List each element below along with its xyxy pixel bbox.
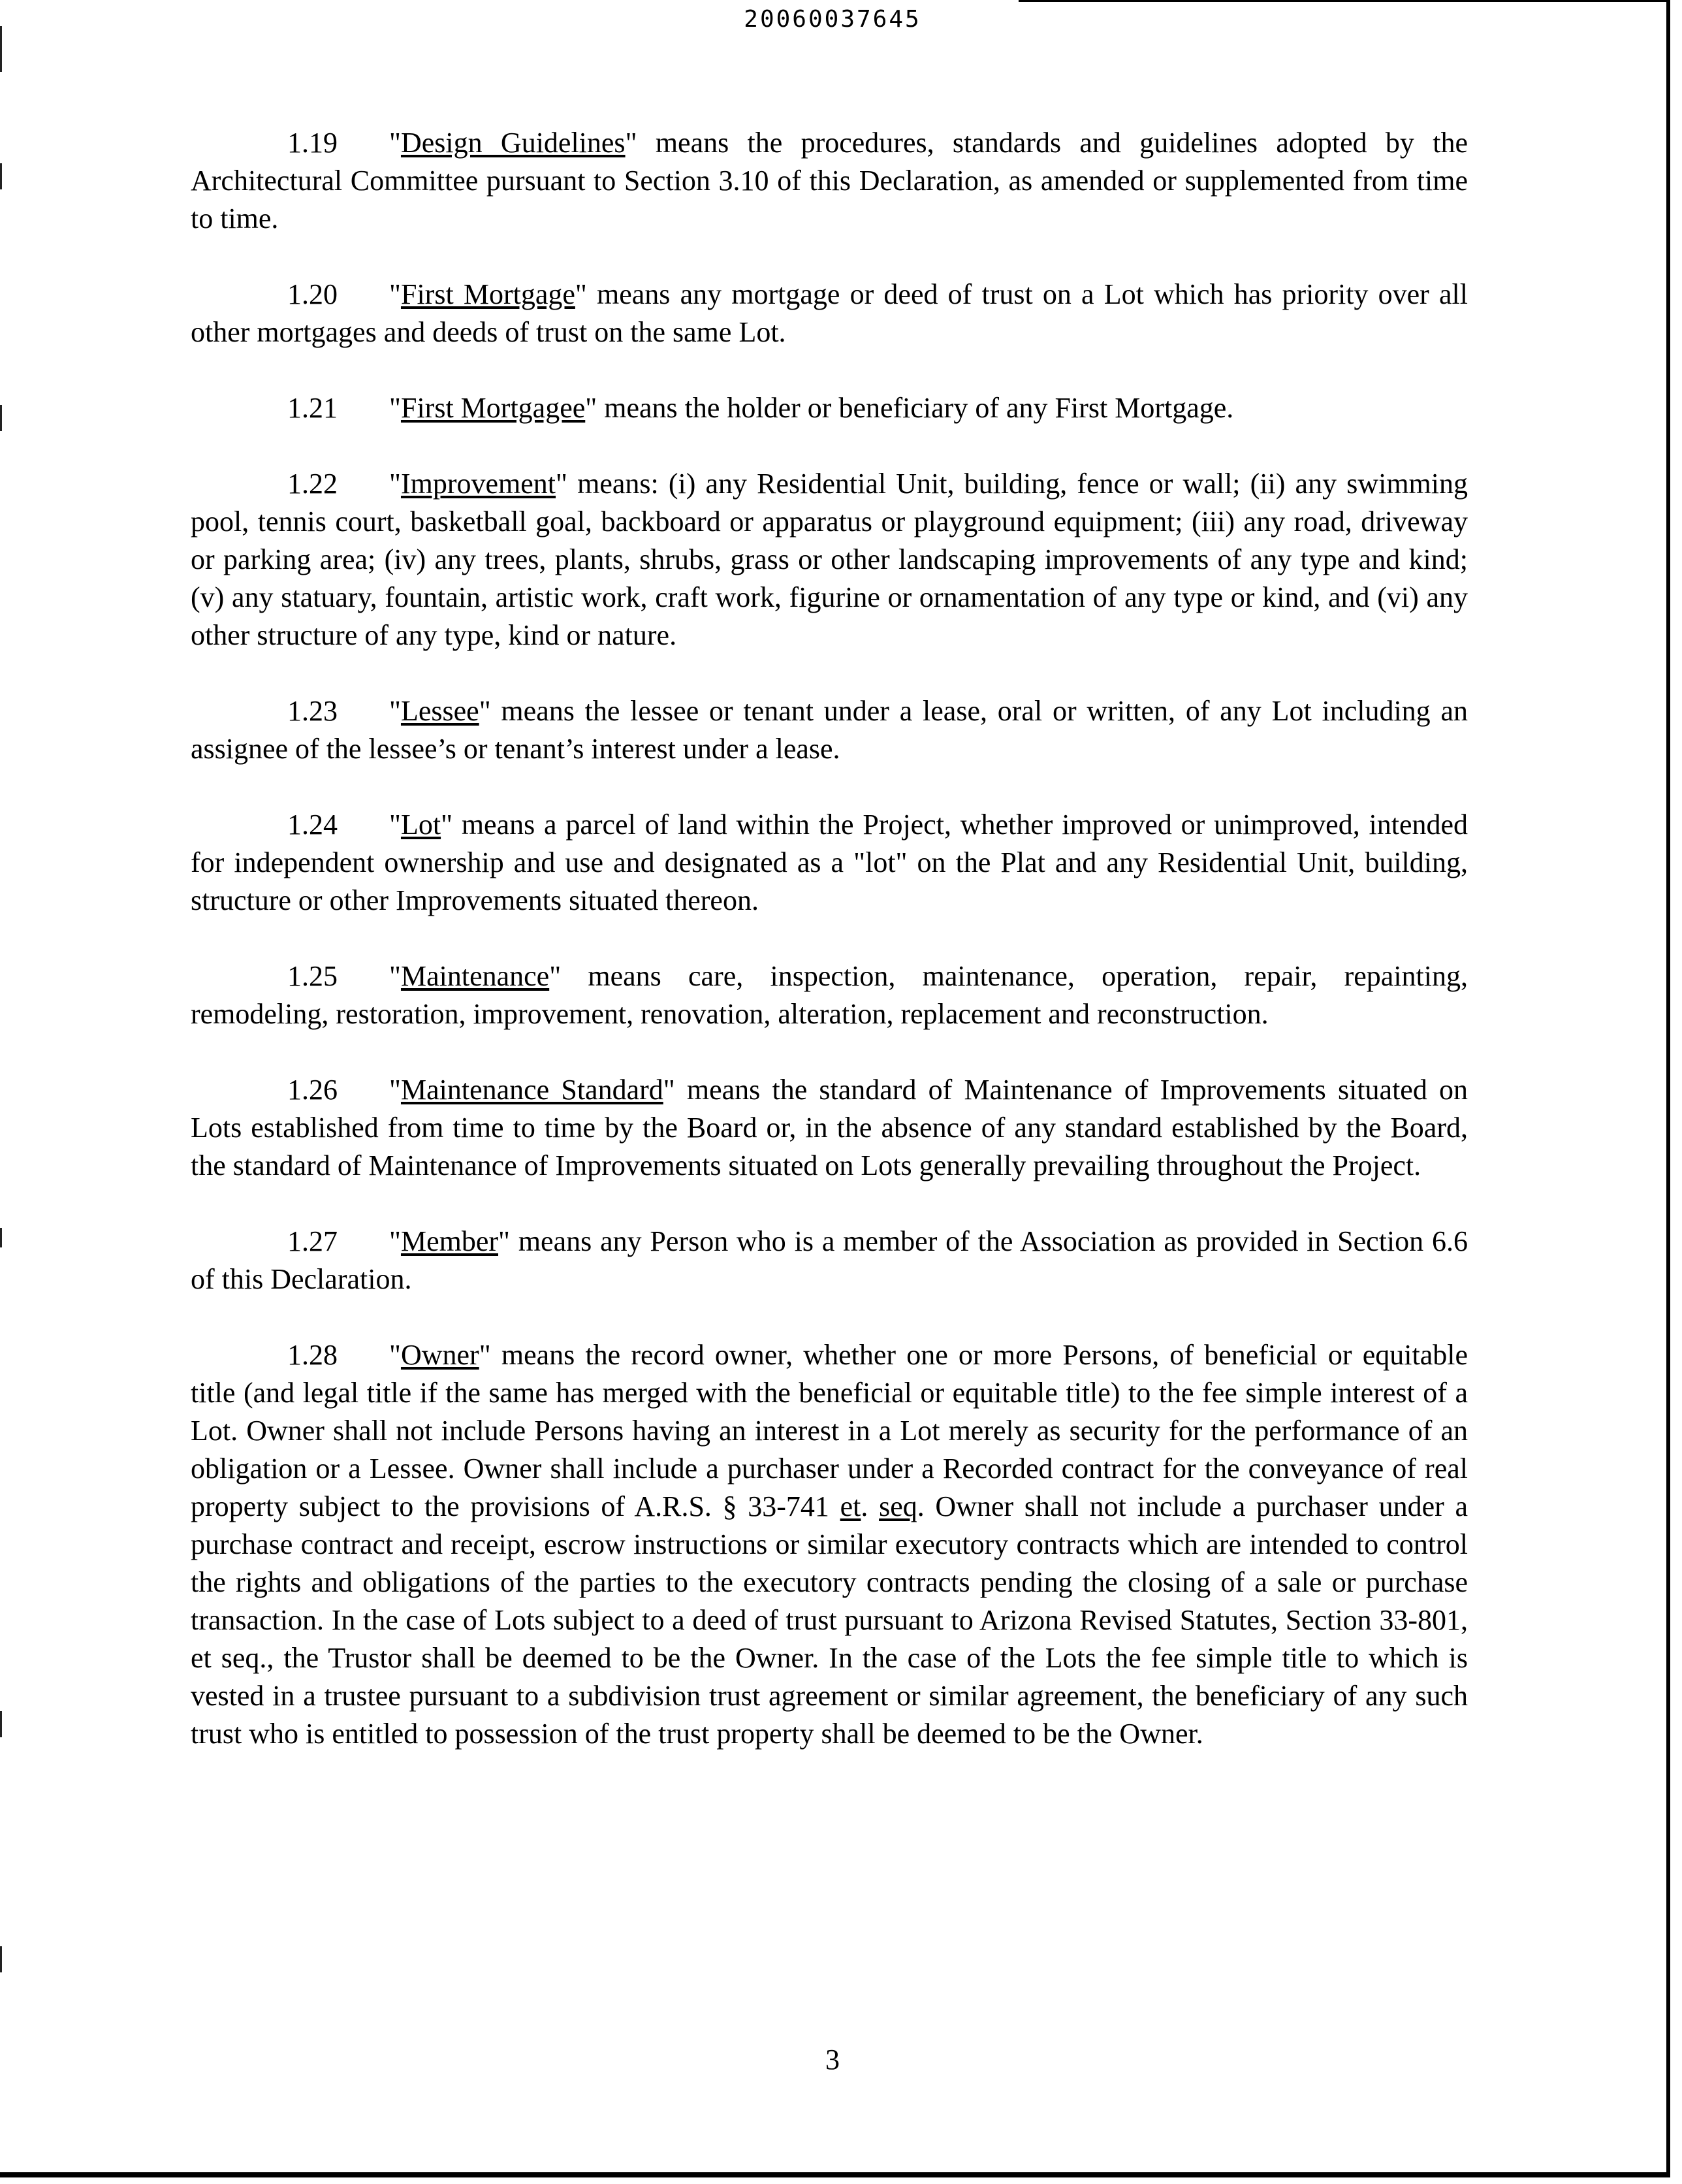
definition-text: " means a parcel of land within the Project, whether improved or unimproved, intended for independent ownership and use and designated as a "lot" on the Plat and any Residential Unit, building, structure or other Improvements situated thereon. — [191, 809, 1468, 916]
definition-paragraph: 1.20 "First Mortgage" means any mortgage or deed of trust on a Lot which has priority over all other mortgages and deeds of trust on the same Lot. — [191, 276, 1468, 351]
defined-term: Maintenance — [400, 960, 550, 992]
definition-paragraph: 1.19 "Design Guidelines" means the procedures, standards and guidelines adopted by the Architectural Committee pursuant to Section 3.10 of this Declaration, as amended or supplemented from time to time. — [191, 124, 1468, 238]
definition-text: " means the procedures, standards and guidelines adopted by the Architectural Committee pursuant to Section 3.10 of this Declaration, as amended or supplemented from time to time. — [191, 127, 1468, 234]
scan-left-mark — [0, 1228, 2, 1247]
defined-term: Improvement — [400, 468, 556, 500]
definition-paragraph: 1.23 "Lessee" means the lessee or tenant under a lease, oral or written, of any Lot including an assignee of the lessee’s or tenant’s interest under a lease. — [191, 692, 1468, 768]
defined-term: Lot — [400, 809, 441, 841]
definition-paragraph-owner: 1.28 "Owner" means the record owner, whether one or more Persons, of beneficial or equitable title (and legal title if the same has merged with the beneficial or equitable title) to the fee simple interest of a Lot. Owner shall not include Persons having an interest in a Lot merely as security for the performance of an obligation or a Lessee. Owner shall include a purchaser under a Recorded contract for the conveyance of real property subject to the provisions of A.R.S. § 33-741 et. seq. Owner shall not include a purchaser under a purchase contract and receipt, escrow instructions or similar executory contracts which are intended to control the rights and obligations of the parties to the executory contracts pending the closing of a sale or purchase transaction. In the case of Lots subject to a deed of trust pursuant to Arizona Revised Statutes, Section 33-801, et seq., the Trustor shall be deemed to be the Owner. In the case of the Lots the fee simple title to which is vested in a trustee pursuant to a subdivision trust agreement or similar agreement, the beneficiary of any such trust who is entitled to possession of the trust property shall be deemed to be the Owner. — [191, 1336, 1468, 1753]
section-number: 1.28 — [287, 1339, 338, 1371]
defined-term: First Mortgage — [400, 278, 575, 310]
defined-term: Lessee — [400, 695, 479, 727]
scan-left-mark — [0, 1946, 2, 1972]
et-abbreviation: et — [840, 1490, 861, 1522]
definition-text: " means any Person who is a member of the Association as provided in Section 6.6 of this Declaration. — [191, 1225, 1468, 1295]
definition-text: " means the standard of Maintenance of Improvements situated on Lots established from time to time by the Board or, in the absence of any standard established by the Board, the standard of Maintenance of Improvements situated on Lots generally prevailing throughout the Project. — [191, 1074, 1468, 1181]
section-number: 1.23 — [287, 695, 338, 727]
section-number: 1.20 — [287, 278, 338, 310]
definition-paragraph: 1.26 "Maintenance Standard" means the standard of Maintenance of Improvements situated on Lots established from time to time by the Board or, in the absence of any standard established by the Board, the standard of Maintenance of Improvements situated on Lots generally prevailing throughout the Project. — [191, 1071, 1468, 1185]
definition-text: " means care, inspection, maintenance, operation, repair, repainting, remodeling, restoration, improvement, renovation, alteration, replacement and reconstruction. — [191, 960, 1468, 1030]
page-number: 3 — [825, 2044, 840, 2076]
defined-term: Member — [400, 1225, 499, 1257]
scan-left-mark — [0, 1711, 2, 1737]
defined-term: Maintenance Standard — [400, 1074, 663, 1106]
scan-top-border — [1019, 0, 1669, 2]
section-number: 1.24 — [287, 809, 338, 841]
scan-left-mark — [0, 163, 2, 189]
section-number: 1.19 — [287, 127, 338, 159]
document-number: 20060037645 — [744, 6, 921, 33]
section-number: 1.25 — [287, 960, 338, 992]
scan-right-border — [1666, 0, 1670, 2175]
definitions-body — [191, 124, 1468, 1791]
scan-bottom-border — [0, 2172, 1670, 2177]
definition-text: " means the lessee or tenant under a lease, oral or written, of any Lot including an assignee of the lessee’s or tenant’s interest under a lease. — [191, 695, 1468, 765]
definition-paragraph: 1.22 "Improvement" means: (i) any Residential Unit, building, fence or wall; (ii) any swimming pool, tennis court, basketball goal, backboard or apparatus or playground equipment; (iii) any road, driveway or parking area; (iv) any trees, plants, shrubs, grass or other landscaping improvements of any type and kind; (v) any statuary, fountain, artistic work, craft work, figurine or ornamentation of any type or kind, and (vi) any other structure of any type, kind or nature. — [191, 465, 1468, 654]
section-number: 1.22 — [287, 468, 338, 500]
definition-paragraph: 1.24 "Lot" means a parcel of land within the Project, whether improved or unimproved, intended for independent ownership and use and designated as a "lot" on the Plat and any Residential Unit, building, structure or other Improvements situated thereon. — [191, 806, 1468, 920]
definition-text: " means the holder or beneficiary of any First Mortgage. — [585, 392, 1234, 424]
section-number: 1.26 — [287, 1074, 338, 1106]
definition-paragraph: 1.25 "Maintenance" means care, inspection, maintenance, operation, repair, repainting, remodeling, restoration, improvement, renovation, alteration, replacement and reconstruction. — [191, 957, 1468, 1033]
defined-term: First Mortgagee — [400, 392, 586, 424]
definition-text: " means: (i) any Residential Unit, building, fence or wall; (ii) any swimming pool, tennis court, basketball goal, backboard or apparatus or playground equipment; (iii) any road, driveway or parking area; (iv) any trees, plants, shrubs, grass or other landscaping improvements of any type and kind; (v) any statuary, fountain, artistic work, craft work, figurine or ornamentation of any type or kind, and (vi) any other structure of any type, kind or nature. — [191, 468, 1468, 651]
scan-left-mark — [0, 405, 2, 431]
defined-term: Owner — [400, 1339, 479, 1371]
section-number: 1.27 — [287, 1225, 338, 1257]
section-number: 1.21 — [287, 392, 338, 424]
definition-paragraph: 1.21 "First Mortgagee" means the holder or beneficiary of any First Mortgage. — [191, 389, 1468, 427]
seq-abbreviation: seq — [879, 1490, 917, 1522]
defined-term: Design Guidelines — [400, 127, 626, 159]
definition-text: " means any mortgage or deed of trust on a Lot which has priority over all other mortgages and deeds of trust on the same Lot. — [191, 278, 1468, 348]
definition-text: " means the record owner, whether one or more Persons, of beneficial or equitable title (and legal title if the same has merged with the beneficial or equitable title) to the fee simple interest of a Lot. Owner shall not include Persons having an interest in a Lot merely as security for the performance of an obligation or a Lessee. Owner shall include a purchaser under a Recorded contract for the conveyance of real property subject to the provisions of A.R.S. § 33-741 — [191, 1339, 1468, 1522]
definition-paragraph: 1.27 "Member" means any Person who is a member of the Association as provided in Section 6.6 of this Declaration. — [191, 1223, 1468, 1298]
definition-text-continued: . Owner shall not include a purchaser under a purchase contract and receipt, escrow instructions or similar executory contracts which are intended to control the rights and obligations of the parties to the executory contracts pending the closing of a sale or purchase transaction. In the case of Lots subject to a deed of trust pursuant to Arizona Revised Statutes, Section 33-801, et seq., the Trustor shall be deemed to be the Owner. In the case of the Lots the fee simple title to which is vested in a trustee pursuant to a subdivision trust agreement or similar agreement, the beneficiary of any such trust who is entitled to possession of the trust property shall be deemed to be the Owner. — [191, 1490, 1468, 1750]
